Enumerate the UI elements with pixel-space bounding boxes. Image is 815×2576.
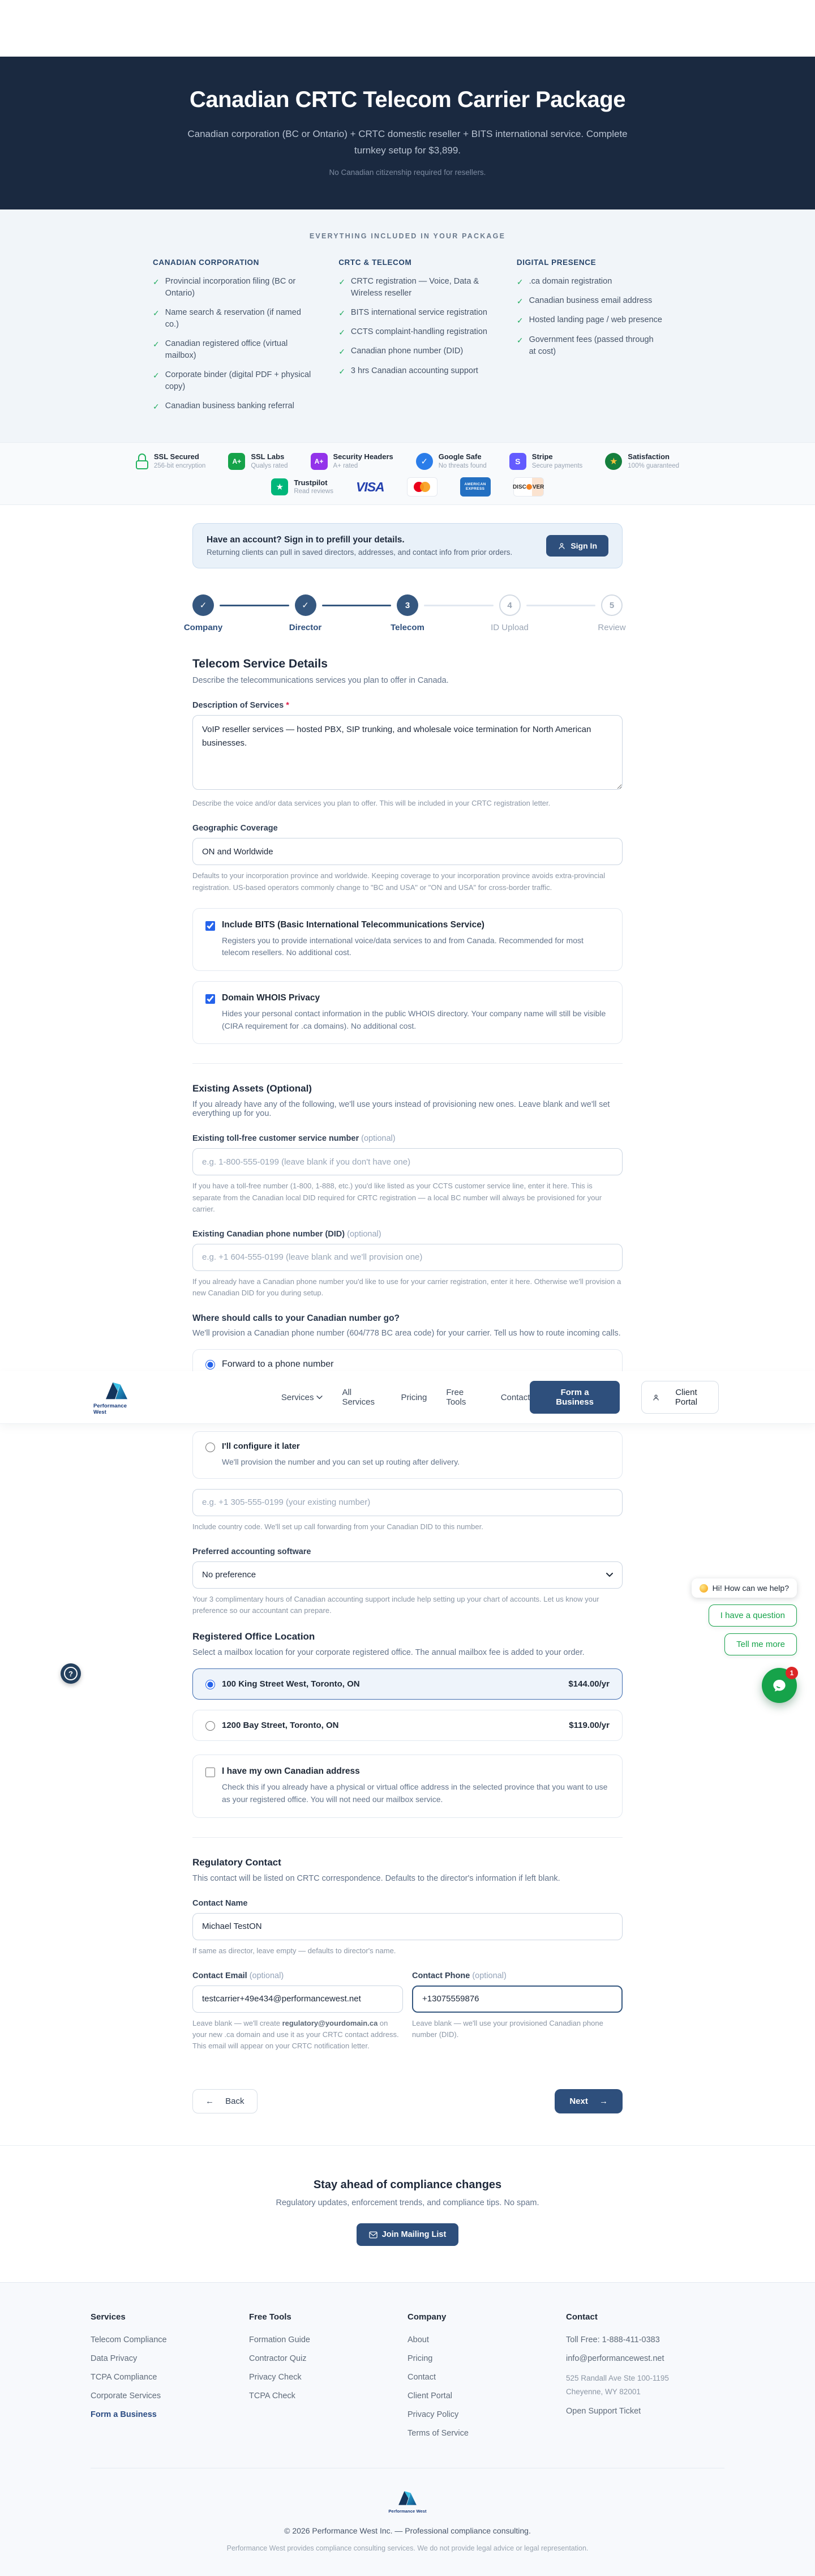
forward-number-field bbox=[192, 1489, 623, 1533]
check-icon: ✓ bbox=[153, 277, 160, 286]
check-icon: ✓ bbox=[516, 297, 524, 306]
check-icon: ✓ bbox=[516, 316, 524, 326]
check-icon: ✓ bbox=[338, 328, 345, 337]
person-icon bbox=[557, 542, 566, 550]
accounting-helper: Your 3 complimentary hours of Canadian accounting support include help setting up your chart of accounts. Let us know your preference so our accountant can prepare. bbox=[192, 1594, 599, 1615]
office-king-price: $144.00/yr bbox=[568, 1679, 610, 1689]
footer-address-line2: Cheyenne, WY 82001 bbox=[566, 2387, 641, 2396]
included-item: ✓ Hosted landing page / web presence bbox=[517, 314, 662, 326]
divider bbox=[192, 1063, 623, 1064]
step-review-circle[interactable]: 5 bbox=[601, 594, 623, 616]
included-item: ✓ Canadian phone number (DID) bbox=[338, 345, 492, 357]
coverage-input[interactable] bbox=[192, 838, 623, 865]
mailing-section bbox=[0, 2145, 815, 2282]
own-address-card[interactable] bbox=[192, 1755, 623, 1817]
office-title: Registered Office Location bbox=[192, 1631, 315, 1642]
bits-checkbox[interactable] bbox=[205, 921, 215, 931]
chevron-down-icon bbox=[606, 1573, 613, 1577]
footer-link-client-portal[interactable]: Client Portal bbox=[408, 2391, 452, 2401]
footer-email[interactable]: info@performancewest.net bbox=[566, 2354, 664, 2364]
contact-phone-field bbox=[412, 1971, 623, 2052]
included-item: ✓ Government fees (passed through at cost) bbox=[517, 334, 662, 358]
badge-trustpilot[interactable]: ★ Trustpilot Read reviews bbox=[271, 478, 333, 497]
whois-option-card[interactable] bbox=[192, 981, 623, 1044]
navbar-links bbox=[281, 1388, 530, 1407]
column-title: CANADIAN CORPORATION bbox=[153, 258, 259, 267]
accounting-select[interactable]: No preference bbox=[192, 1561, 623, 1589]
footer-link-privacy-policy[interactable]: Privacy Policy bbox=[408, 2410, 459, 2420]
wave-emoji-icon bbox=[700, 1584, 708, 1593]
step-telecom-circle[interactable]: 3 bbox=[397, 594, 418, 616]
mastercard-logo bbox=[407, 477, 437, 497]
footer-link-terms[interactable]: Terms of Service bbox=[408, 2429, 469, 2438]
routing-subtitle: We'll provision a Canadian phone number (604/778 BC area code) for your carrier. Tell us how to route incoming calls. bbox=[192, 1329, 621, 1338]
chat-tell-me-more-button[interactable]: Tell me more bbox=[724, 1633, 797, 1655]
navbar-band bbox=[0, 1371, 815, 1423]
back-button[interactable]: ← Back bbox=[192, 2089, 258, 2113]
envelope-icon bbox=[369, 2231, 378, 2239]
included-item: ✓ CCTS complaint-handling registration bbox=[338, 326, 492, 338]
did-input[interactable] bbox=[192, 1244, 623, 1271]
contact-name-label: Contact Name bbox=[192, 1898, 248, 1908]
signin-banner bbox=[192, 523, 623, 568]
help-fab-button[interactable] bbox=[61, 1663, 81, 1684]
configure-later-option-card[interactable] bbox=[192, 1431, 623, 1479]
chat-widget bbox=[692, 1578, 797, 1703]
check-icon: ✓ bbox=[153, 370, 160, 380]
signin-subtitle: Returning clients can pull in saved directors, addresses, and contact info from prior orders. bbox=[207, 548, 513, 557]
grade-icon: A+ bbox=[228, 453, 245, 470]
footer-address-line1: 525 Randall Ave Ste 100-1195 bbox=[566, 2374, 669, 2383]
order-form bbox=[93, 505, 698, 2113]
footer-link-about[interactable]: About bbox=[408, 2335, 429, 2345]
own-address-checkbox[interactable] bbox=[205, 1768, 215, 1777]
accounting-label: Preferred accounting software bbox=[192, 1547, 311, 1556]
step-label-company: Company bbox=[183, 623, 223, 633]
footer-link-support-ticket[interactable]: Open Support Ticket bbox=[566, 2407, 641, 2416]
check-icon: ✓ bbox=[338, 366, 345, 376]
footer-copyright: © 2026 Performance West Inc. — Professional compliance consulting. bbox=[284, 2526, 531, 2536]
did-label: Existing Canadian phone number (DID) (optional) bbox=[192, 1229, 381, 1239]
step-label-director: Director bbox=[289, 623, 322, 633]
office-king-radio[interactable] bbox=[205, 1680, 215, 1689]
nav-free-tools[interactable]: Free Tools bbox=[446, 1388, 466, 1407]
footer-link-corporate-services[interactable]: Corporate Services bbox=[91, 2391, 161, 2401]
included-item: ✓ BITS international service registration bbox=[338, 307, 492, 319]
grade-icon: A+ bbox=[311, 453, 328, 470]
bits-option-card[interactable] bbox=[192, 908, 623, 971]
included-column-telecom bbox=[338, 258, 492, 420]
footer-link-formation-guide[interactable]: Formation Guide bbox=[249, 2335, 310, 2345]
nav-all-services[interactable]: All Services bbox=[342, 1388, 375, 1407]
badge-google-safe: ✓ Google Safe No threats found bbox=[416, 452, 487, 470]
footer-link-tcpa-compliance[interactable]: TCPA Compliance bbox=[91, 2373, 157, 2382]
description-helper: Describe the voice and/or data services you plan to offer. This will be included in your CRTC registration letter. bbox=[192, 799, 551, 808]
check-icon: ✓ bbox=[338, 277, 345, 286]
column-title: DIGITAL PRESENCE bbox=[516, 258, 597, 267]
contact-name-field bbox=[192, 1899, 623, 1957]
chevron-down-icon bbox=[316, 1396, 323, 1400]
whois-description: Hides your personal contact information in the public WHOIS directory. Your company name will still be visible (CIRA requirement for .ca domains). No additional cost. bbox=[222, 1009, 606, 1030]
footer-link-contact[interactable]: Contact bbox=[408, 2373, 436, 2382]
nav-contact[interactable]: Contact bbox=[500, 1392, 530, 1402]
forward-radio[interactable] bbox=[205, 1360, 215, 1370]
contact-phone-helper: Leave blank — we'll use your provisioned Canadian phone number (DID). bbox=[412, 2018, 603, 2039]
forward-label: Forward to a phone number bbox=[222, 1359, 334, 1370]
arrow-left-icon: ← bbox=[205, 2096, 214, 2107]
existing-assets-subtitle: If you already have any of the following, we'll use yours instead of provisioning new ones. Leave blank and we'll set everything up for you. bbox=[192, 1100, 610, 1119]
included-item: ✓ Corporate binder (digital PDF + physical copy) bbox=[153, 369, 314, 393]
hero-section bbox=[0, 57, 815, 209]
included-item: ✓ Canadian business email address bbox=[517, 295, 662, 307]
question-mark-icon: ? bbox=[64, 1667, 78, 1680]
included-item: ✓ Name search & reservation (if named co.) bbox=[153, 307, 314, 331]
progress-stepper bbox=[183, 594, 626, 633]
footer-column-contact: Contact Toll Free: 1-888-411-0383 info@performancewest.net 525 Randall Ave Ste 100-1195 Cheyenne, WY 82001 Open Support Ticket bbox=[566, 2312, 724, 2447]
included-item: ✓ Canadian business banking referral bbox=[153, 400, 314, 412]
included-item: ✓ 3 hrs Canadian accounting support bbox=[338, 365, 492, 377]
contact-name-input[interactable] bbox=[192, 1913, 623, 1940]
step-id-upload-circle[interactable]: 4 bbox=[499, 594, 521, 616]
contact-name-helper: If same as director, leave empty — defaults to director's name. bbox=[192, 1946, 396, 1955]
footer-disclaimer: Performance West provides compliance consulting services. We do not provide legal advice or legal representation. bbox=[226, 2544, 589, 2553]
discover-dot-icon bbox=[526, 484, 532, 490]
accounting-field bbox=[192, 1547, 623, 1616]
badge-security-headers: A+ Security Headers A+ rated bbox=[311, 452, 393, 470]
check-icon: ✓ bbox=[153, 308, 160, 318]
included-section bbox=[0, 209, 815, 442]
included-item: ✓ Provincial incorporation filing (BC or Ontario) bbox=[153, 276, 314, 299]
signin-title: Have an account? Sign in to prefill your details. bbox=[207, 535, 405, 545]
chat-fab-button[interactable] bbox=[762, 1668, 797, 1703]
check-icon: ✓ bbox=[338, 308, 345, 318]
check-icon: ✓ bbox=[153, 401, 160, 411]
footer-logo: Performance West bbox=[388, 2489, 426, 2514]
did-helper: If you already have a Canadian phone number you'd like to use for your carrier registration, enter it here. Otherwise we'll provision a new Canadian DID for you during setup. bbox=[192, 1277, 621, 1297]
form-a-business-button[interactable]: Form a Business bbox=[530, 1381, 619, 1414]
footer-column-company: Company About Pricing Contact Client Portal Privacy Policy Terms of Service bbox=[408, 2312, 566, 2447]
person-icon bbox=[652, 1393, 660, 1402]
tollfree-input[interactable] bbox=[192, 1148, 623, 1175]
bits-title: Include BITS (Basic International Telecommunications Service) bbox=[222, 919, 484, 930]
unread-badge: 1 bbox=[786, 1667, 798, 1679]
check-icon: ✓ bbox=[338, 347, 345, 357]
trustpilot-star-icon: ★ bbox=[271, 478, 288, 495]
description-label: Description of Services * bbox=[192, 701, 289, 711]
step-connector bbox=[322, 605, 392, 606]
footer-link-tcpa-check[interactable]: TCPA Check bbox=[249, 2391, 295, 2401]
check-icon: ✓ bbox=[516, 277, 524, 286]
routing-title: Where should calls to your Canadian number go? bbox=[192, 1313, 400, 1324]
description-field bbox=[192, 701, 623, 809]
coverage-helper: Defaults to your incorporation province and worldwide. Keeping coverage to your incorporation province avoids extra-provincial registration. US-based operators commonly change to "BC and USA" or "ON and USA" for cross-border traffic. bbox=[192, 871, 606, 892]
tollfree-label: Existing toll-free customer service number (optional) bbox=[192, 1134, 396, 1144]
stripe-icon: S bbox=[509, 453, 526, 470]
badge-ssl-secured: SSL Secured 256-bit encryption bbox=[136, 452, 205, 470]
did-field bbox=[192, 1230, 623, 1299]
sign-in-button[interactable]: Sign In bbox=[546, 535, 608, 557]
included-column-corporation bbox=[153, 258, 314, 420]
included-item: ✓ Canadian registered office (virtual mailbox) bbox=[153, 338, 314, 362]
badge-stripe: S Stripe Secure payments bbox=[509, 452, 583, 470]
arrow-right-icon: → bbox=[599, 2096, 608, 2107]
contact-email-input[interactable] bbox=[192, 1986, 403, 2013]
check-circle-icon: ✓ bbox=[416, 453, 433, 470]
whois-checkbox[interactable] bbox=[205, 994, 215, 1004]
included-item: ✓ .ca domain registration bbox=[517, 276, 662, 288]
office-bay-radio[interactable] bbox=[205, 1721, 215, 1731]
included-column-digital bbox=[517, 258, 662, 420]
coverage-field bbox=[192, 824, 623, 893]
chat-quick-question-button[interactable]: I have a question bbox=[709, 1604, 797, 1627]
own-address-title: I have my own Canadian address bbox=[222, 1766, 360, 1777]
contact-phone-input[interactable] bbox=[412, 1986, 623, 2013]
client-portal-button[interactable]: Client Portal bbox=[641, 1381, 719, 1414]
visa-logo: VISA bbox=[355, 479, 384, 494]
description-textarea[interactable] bbox=[192, 715, 623, 790]
step-connector bbox=[424, 605, 494, 606]
forward-number-helper: Include country code. We'll set up call forwarding from your Canadian DID to this number. bbox=[192, 1522, 483, 1531]
top-whitespace bbox=[0, 0, 815, 57]
footer-link-form-a-business[interactable]: Form a Business bbox=[91, 2410, 157, 2420]
office-subtitle: Select a mailbox location for your corporate registered office. The annual mailbox fee is added to your order. bbox=[192, 1648, 585, 1658]
badge-satisfaction: ★ Satisfaction 100% guaranteed bbox=[605, 452, 679, 470]
padlock-icon bbox=[136, 453, 148, 469]
divider bbox=[192, 1837, 623, 1838]
tollfree-field bbox=[192, 1134, 623, 1214]
section-subtitle: Describe the telecommunications services you plan to offer in Canada. bbox=[192, 676, 449, 686]
contact-email-field bbox=[192, 1971, 403, 2052]
step-label-telecom: Telecom bbox=[391, 623, 424, 633]
page-title: Canadian CRTC Telecom Carrier Package bbox=[190, 87, 625, 112]
step-label-id-upload: ID Upload bbox=[491, 623, 529, 633]
badge-ssl-labs: A+ SSL Labs Qualys rated bbox=[228, 452, 288, 470]
star-icon: ★ bbox=[605, 453, 622, 470]
footer-column-services: Services Telecom Compliance Data Privacy TCPA Compliance Corporate Services Form a Business bbox=[91, 2312, 249, 2447]
check-icon: ✓ bbox=[516, 335, 524, 345]
nav-pricing[interactable]: Pricing bbox=[401, 1392, 427, 1402]
whois-title: Domain WHOIS Privacy bbox=[222, 993, 320, 1003]
regulatory-subtitle: This contact will be listed on CRTC correspondence. Defaults to the director's information if left blank. bbox=[192, 1873, 560, 1883]
step-company-circle[interactable]: ✓ bbox=[192, 594, 214, 616]
mailing-title: Stay ahead of compliance changes bbox=[313, 2179, 502, 2192]
contact-phone-label: Contact Phone (optional) bbox=[412, 1971, 507, 1980]
footer-link-privacy-check[interactable]: Privacy Check bbox=[249, 2373, 302, 2382]
step-connector bbox=[526, 605, 596, 606]
office-bay-label: 1200 Bay Street, Toronto, ON bbox=[222, 1721, 339, 1731]
own-address-description: Check this if you already have a physical or virtual office address in the selected province that you want to use as your registered office. You will not need our mailbox service. bbox=[222, 1782, 608, 1804]
footer bbox=[0, 2282, 815, 2576]
footer-link-telecom-compliance[interactable]: Telecom Compliance bbox=[91, 2335, 167, 2345]
navbar-logo[interactable]: Performance West bbox=[93, 1380, 140, 1415]
discover-logo: DISC VER bbox=[513, 477, 544, 497]
bits-description: Registers you to provide international voice/data services to and from Canada. Recommended for most telecom resellers. No additional cost. bbox=[222, 935, 584, 957]
section-title: Telecom Service Details bbox=[192, 657, 328, 671]
column-title: CRTC & TELECOM bbox=[338, 258, 412, 267]
office-option-bay-street[interactable] bbox=[192, 1710, 623, 1741]
step-label-review: Review bbox=[598, 623, 626, 633]
chat-bubble-icon bbox=[771, 1677, 788, 1694]
amex-logo: AMERICAN EXPRESS bbox=[460, 477, 491, 497]
contact-email-helper: Leave blank — we'll create regulatory@yourdomain.ca on your new .ca domain and use it as your CRTC contact address. This email will appear on your CRTC notification letter. bbox=[192, 2018, 399, 2051]
footer-link-pricing[interactable]: Pricing bbox=[408, 2354, 433, 2364]
included-heading: EVERYTHING INCLUDED IN YOUR PACKAGE bbox=[309, 232, 506, 240]
forward-number-input[interactable] bbox=[192, 1489, 623, 1516]
performance-west-logo-icon bbox=[104, 1380, 130, 1401]
contact-email-label: Contact Email (optional) bbox=[192, 1971, 284, 1980]
check-icon: ✓ bbox=[153, 339, 160, 349]
coverage-label: Geographic Coverage bbox=[192, 824, 278, 833]
performance-west-logo-icon bbox=[397, 2489, 418, 2507]
hero-subtitle: Canadian corporation (BC or Ontario) + CRTC domestic reseller + BITS international service. Complete turnkey setup for $3,899. bbox=[187, 129, 628, 156]
office-option-king-street[interactable] bbox=[192, 1668, 623, 1700]
office-bay-price: $119.00/yr bbox=[569, 1721, 610, 1731]
configure-later-radio[interactable] bbox=[205, 1443, 215, 1452]
footer-link-data-privacy[interactable]: Data Privacy bbox=[91, 2354, 138, 2364]
regulatory-title: Regulatory Contact bbox=[192, 1856, 281, 1868]
footer-column-free-tools: Free Tools Formation Guide Contractor Quiz Privacy Check TCPA Check bbox=[249, 2312, 408, 2447]
nav-services[interactable]: Services bbox=[281, 1393, 323, 1402]
next-button[interactable]: Next → bbox=[555, 2089, 623, 2113]
chat-greeting: Hi! How can we help? bbox=[692, 1578, 797, 1598]
step-connector bbox=[220, 605, 289, 606]
office-king-label: 100 King Street West, Toronto, ON bbox=[222, 1679, 360, 1689]
hero-note: No Canadian citizenship required for resellers. bbox=[329, 168, 486, 177]
footer-toll-free: Toll Free: 1-888-411-0383 bbox=[566, 2335, 660, 2345]
tollfree-helper: If you have a toll-free number (1-800, 1-888, etc.) you'd like listed as your CCTS customer service line, enter it here. This is separate from the Canadian local DID required for CRTC registration — a local BC number will always be provisioned for your carrier. bbox=[192, 1182, 602, 1213]
step-director-circle[interactable]: ✓ bbox=[295, 594, 316, 616]
configure-later-description: We'll provision the number and you can set up routing after delivery. bbox=[222, 1457, 460, 1467]
footer-link-contractor-quiz[interactable]: Contractor Quiz bbox=[249, 2354, 307, 2364]
join-mailing-list-button[interactable]: Join Mailing List bbox=[357, 2223, 459, 2246]
included-item: ✓ CRTC registration — Voice, Data & Wireless reseller bbox=[338, 276, 492, 299]
trust-badges-section bbox=[0, 442, 815, 505]
configure-later-title: I'll configure it later bbox=[222, 1441, 300, 1452]
existing-assets-title: Existing Assets (Optional) bbox=[192, 1083, 312, 1094]
mailing-subtitle: Regulatory updates, enforcement trends, and compliance tips. No spam. bbox=[276, 2198, 539, 2208]
